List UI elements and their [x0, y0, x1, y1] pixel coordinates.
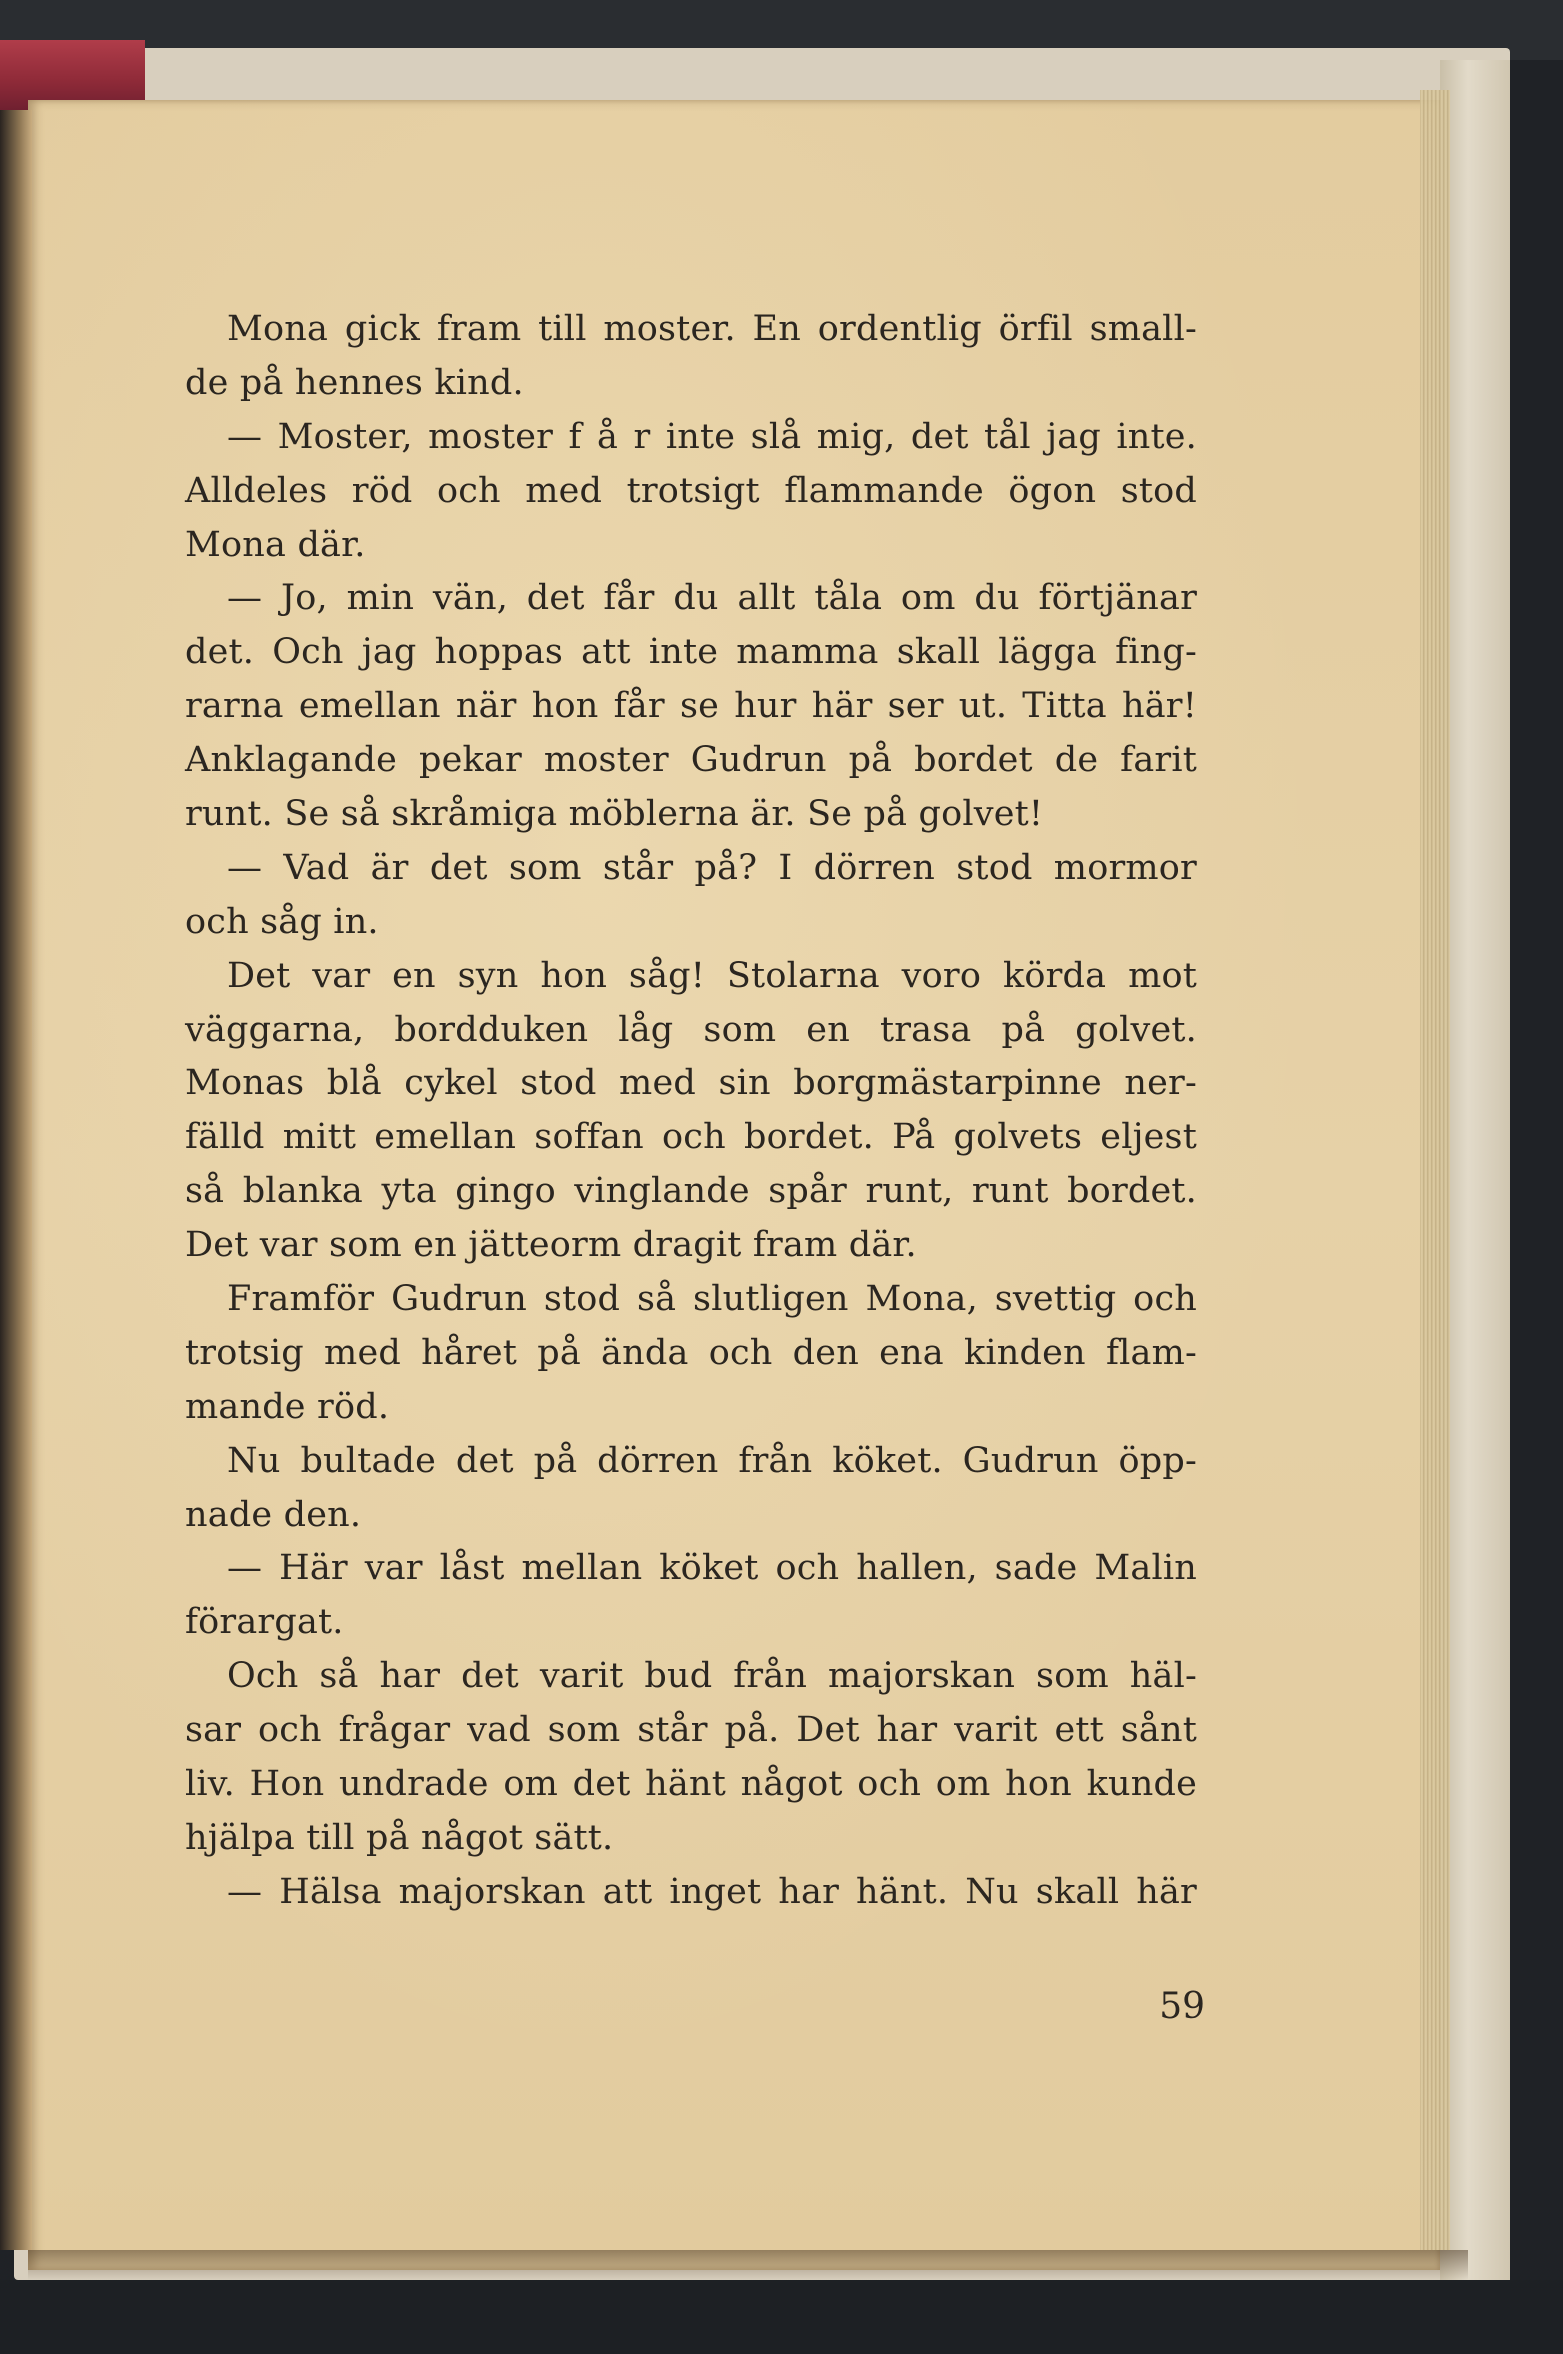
text-line: väggarna, bordduken låg som en trasa på golvet.: [185, 1009, 1197, 1050]
text-line: — Moster, moster f å r inte slå mig, det tål jag inte.: [227, 416, 1197, 457]
binding-gutter: [0, 110, 32, 2250]
text-line: fälld mitt emellan soffan och bordet. På golvets eljest: [185, 1117, 1197, 1158]
text-line: så blanka yta gingo vinglande spår runt, runt bordet.: [185, 1171, 1197, 1212]
text-line: Anklagande pekar moster Gudrun på bordet de farit: [185, 740, 1197, 781]
text-line: och såg in.: [185, 901, 379, 942]
text-line: nade den.: [185, 1494, 362, 1535]
text-line: Framför Gudrun stod så slutligen Mona, svettig och: [227, 1279, 1197, 1320]
text-line: Mona där.: [185, 524, 366, 565]
body-text: [185, 303, 1197, 1920]
text-line: trotsig med håret på ända och den ena kinden flam-: [185, 1332, 1197, 1373]
text-line: mande röd.: [185, 1386, 390, 1427]
text-line: Mona gick fram till moster. En ordentlig örfil small-: [227, 309, 1197, 349]
book-cover-edge: [1440, 60, 1510, 2280]
text-line: Och så har det varit bud från majorskan som häl-: [227, 1656, 1197, 1697]
text-line: — Här var låst mellan köket och hallen, sade Malin: [227, 1548, 1197, 1589]
text-line: liv. Hon undrade om det hänt något och om hon kunde: [185, 1764, 1197, 1805]
text-line: rarna emellan när hon får se hur här ser ut. Titta här!: [185, 686, 1197, 727]
text-line: förargat.: [185, 1602, 344, 1643]
text-line: Det var en syn hon såg! Stolarna voro körda mot: [227, 955, 1197, 996]
page-edges: [1420, 90, 1450, 2250]
text-line: — Hälsa majorskan att inget har hänt. Nu skall här: [227, 1871, 1197, 1912]
text-line: hjälpa till på något sätt.: [185, 1817, 614, 1858]
text-line: Alldeles röd och med trotsigt flammande ögon stod: [185, 470, 1197, 511]
text-line: — Vad är det som står på? I dörren stod mormor: [227, 847, 1197, 888]
text-line: det. Och jag hoppas att inte mamma skall lägga fing-: [185, 632, 1197, 673]
text-line: — Jo, min vän, det får du allt tåla om du förtjänar: [227, 578, 1197, 619]
text-line: Nu bultade det på dörren från köket. Gudrun öpp-: [227, 1440, 1197, 1481]
text-line: Monas blå cykel stod med sin borgmästarpinne ner-: [185, 1063, 1197, 1104]
text-line: Det var som en jätteorm dragit fram där.: [185, 1225, 917, 1266]
page-number: 59: [1159, 1986, 1205, 2027]
page-shadow: [28, 2250, 1468, 2280]
text-line: sar och frågar vad som står på. Det har varit ett sånt: [185, 1710, 1197, 1751]
text-line: de på hennes kind.: [185, 362, 524, 403]
background-bottom: [0, 2280, 1563, 2354]
text-line: runt. Se så skråmiga möblerna är. Se på golvet!: [185, 794, 1044, 835]
